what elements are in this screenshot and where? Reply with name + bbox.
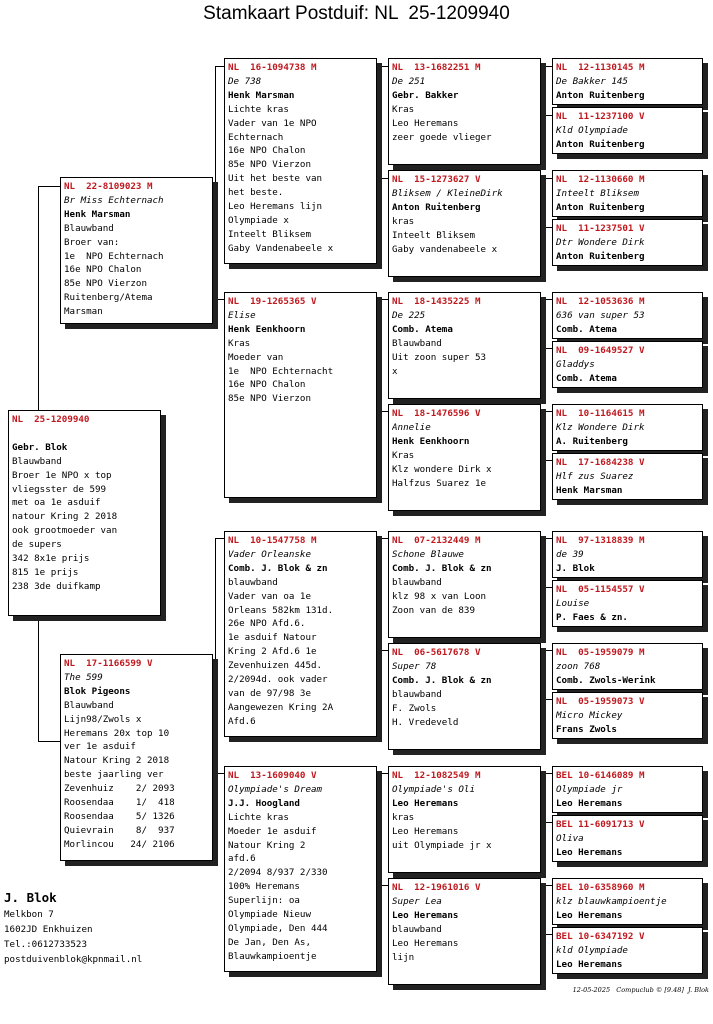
pigeon-note: blauwband <box>228 576 278 588</box>
breeder-name: Leo Heremans <box>556 958 623 970</box>
breeder-name: Henk Marsman <box>556 484 623 496</box>
breeder-name: Comb. Atema <box>556 372 617 384</box>
ring-number: NL 97-1318839 M <box>556 535 645 546</box>
ring-number: NL 12-1082549 M <box>392 770 481 781</box>
connector-line <box>38 186 61 187</box>
pigeon-note: 16e NPO Chalon <box>64 264 142 276</box>
pigeon-note: Vader van oa 1e <box>228 590 311 602</box>
breeder-name: Leo Heremans <box>392 909 459 921</box>
pigeon-note: Blauwkampioentje <box>228 950 317 962</box>
connector-line <box>215 66 216 300</box>
ring-number: NL 22-8109023 M <box>64 181 153 192</box>
ring-number: NL 13-1682251 M <box>392 62 481 73</box>
pedigree-box-g10 <box>552 580 703 627</box>
pigeon-note: Uit het beste van <box>228 173 323 185</box>
connector-line <box>380 178 388 179</box>
breeder-name: Anton Ruitenberg <box>556 89 645 101</box>
pigeon-note: Gaby Vandenabeele x <box>228 242 334 254</box>
pigeon-name: Super 78 <box>392 660 437 672</box>
connector-line <box>544 348 552 349</box>
owner-phone: Tel.:0612733523 <box>4 939 87 950</box>
connector-line <box>544 66 552 67</box>
connector-line <box>380 299 388 300</box>
pigeon-note: Echternach <box>228 131 284 143</box>
pigeon-name: The 599 <box>64 671 103 683</box>
breeder-name: Henk Marsman <box>64 208 131 220</box>
pigeon-note: blauwband <box>392 688 442 700</box>
pigeon-note: 1e NPO Echternach <box>64 250 164 262</box>
pigeon-note: Halfzus Suarez 1e <box>392 477 487 489</box>
pigeon-name: Super Lea <box>392 895 442 907</box>
pigeon-note: ook grootmoeder van <box>12 525 118 537</box>
pedigree-box-dam <box>60 654 213 861</box>
pigeon-note: F. Zwols <box>392 702 437 714</box>
connector-line <box>544 115 552 116</box>
pigeon-name: Hlf zus Suarez <box>556 470 634 482</box>
pigeon-note: Olympiade, Den 444 <box>228 922 328 934</box>
pigeon-note: Olympiade x <box>228 214 289 226</box>
pigeon-note: Leo Heremans lijn <box>228 201 323 213</box>
ring-number: NL 19-1265365 V <box>228 296 317 307</box>
pigeon-name: kld Olympiade <box>556 944 628 956</box>
pedigree-box-g2 <box>552 107 703 154</box>
pigeon-note: Blauwband <box>392 337 442 349</box>
pigeon-note: Inteelt Bliksem <box>228 228 311 240</box>
connector-line <box>544 178 552 179</box>
pigeon-note: vliegsster de 599 <box>12 483 107 495</box>
pigeon-note: Leo Heremans <box>392 117 459 129</box>
pigeon-name: Olympiade's Oli <box>392 783 475 795</box>
pigeon-name: Annelie <box>392 421 431 433</box>
pigeon-name: Bliksem / KleineDirk <box>392 187 503 199</box>
pedigree-box-g14 <box>552 815 703 862</box>
ring-number: NL 06-5617678 V <box>392 647 481 658</box>
pedigree-box-g4 <box>552 219 703 266</box>
pigeon-name: De Bakker 145 <box>556 75 628 87</box>
pigeon-note: 238 3de duifkamp <box>12 580 101 592</box>
breeder-name: Comb. Atema <box>392 323 453 335</box>
ring-number: NL 17-1684238 V <box>556 457 645 468</box>
pigeon-note: 815 1e prijs <box>12 566 79 578</box>
pedigree-box-g3 <box>552 170 703 217</box>
pigeon-note: Afd.6 <box>228 715 256 727</box>
pigeon-note: Quievrain 8/ 937 <box>64 824 175 836</box>
pigeon-note: met oa 1e asduif <box>12 497 101 509</box>
connector-line <box>544 460 552 461</box>
pigeon-note: 2/2094d. ook vader <box>228 674 328 686</box>
pigeon-note: Blauwband <box>64 699 114 711</box>
ring-number: BEL 10-6146089 M <box>556 770 645 781</box>
breeder-name: Henk Marsman <box>228 89 295 101</box>
pedigree-box-sire <box>60 177 213 324</box>
pigeon-note: 100% Heremans <box>228 881 300 893</box>
pedigree-box-g11 <box>552 643 703 690</box>
pigeon-name: 636 van super 53 <box>556 309 645 321</box>
pigeon-note: Zevenhuiz 2/ 2093 <box>64 783 175 795</box>
pedigree-box-subject <box>8 410 161 616</box>
pedigree-box-sire-dam <box>224 292 377 498</box>
pigeon-name: klz blauwkampioentje <box>556 895 667 907</box>
pigeon-note: Blauwband <box>64 222 114 234</box>
pigeon-note: Olympiade Nieuw <box>228 909 311 921</box>
pigeon-name: Micro Mickey <box>556 709 623 721</box>
pedigree-box-sire-sire <box>224 58 377 264</box>
pigeon-note: Leo Heremans <box>392 825 459 837</box>
pigeon-note: 342 8x1e prijs <box>12 553 90 565</box>
pigeon-name: Klz Wondere Dirk <box>556 421 645 433</box>
breeder-name: Frans Zwols <box>556 723 617 735</box>
connector-line <box>380 411 388 412</box>
breeder-name: Gebr. Bakker <box>392 89 459 101</box>
pigeon-name: De 251 <box>392 75 426 87</box>
pigeon-note: 85e NPO Vierzon <box>64 278 147 290</box>
breeder-name: Comb. Atema <box>556 323 617 335</box>
connector-line <box>544 699 552 700</box>
pedigree-box-ddd <box>388 878 541 985</box>
pigeon-name: Louise <box>556 597 590 609</box>
ring-number: NL 05-1959079 M <box>556 647 645 658</box>
ring-number: BEL 11-6091713 V <box>556 819 645 830</box>
breeder-name: Leo Heremans <box>556 797 623 809</box>
pigeon-note: van de 97/98 3e <box>228 687 311 699</box>
ring-number: NL 10-1547758 M <box>228 535 317 546</box>
pigeon-note: 16e NPO Chalon <box>228 379 306 391</box>
pedigree-box-sdd <box>388 404 541 511</box>
pedigree-box-ssd <box>388 170 541 277</box>
breeder-name: Anton Ruitenberg <box>556 201 645 213</box>
connector-line <box>215 538 216 774</box>
owner-name: J. Blok <box>4 890 57 905</box>
breeder-name: Henk Eenkhoorn <box>228 323 306 335</box>
pigeon-note: 85e NPO Vierzon <box>228 159 311 171</box>
pigeon-note: afd.6 <box>228 853 256 865</box>
pedigree-box-sss <box>388 58 541 165</box>
pigeon-note: 2/2094 8/937 2/330 <box>228 867 328 879</box>
pigeon-note: beste jaarling ver <box>64 769 164 781</box>
connector-line <box>544 885 552 886</box>
ring-number: BEL 10-6347192 V <box>556 931 645 942</box>
breeder-name: Blok Pigeons <box>64 685 131 697</box>
pigeon-note: Kras <box>228 337 251 349</box>
connector-line <box>544 299 552 300</box>
print-credit: 12-05-2025 Compuclub © [9.48] J. Blok <box>572 986 709 994</box>
breeder-name: A. Ruitenberg <box>556 435 628 447</box>
pigeon-note: Klz wondere Dirk x <box>392 463 492 475</box>
pigeon-note: Superlijn: oa <box>228 895 300 907</box>
connector-line <box>544 587 552 588</box>
breeder-name: Anton Ruitenberg <box>556 138 645 150</box>
pigeon-note: blauwband <box>392 576 442 588</box>
ring-number: NL 10-1164615 M <box>556 408 645 419</box>
breeder-name: Leo Heremans <box>556 846 623 858</box>
pigeon-note: klz 98 x van Loon <box>392 590 487 602</box>
ring-number: NL 12-1130145 M <box>556 62 645 73</box>
pigeon-name: de 39 <box>556 548 584 560</box>
ring-number: NL 09-1649527 V <box>556 345 645 356</box>
ring-number: NL 18-1435225 M <box>392 296 481 307</box>
pedigree-box-g12 <box>552 692 703 739</box>
ring-number: BEL 10-6358960 M <box>556 882 645 893</box>
pigeon-note: blauwband <box>392 923 442 935</box>
pigeon-note: uit Olympiade jr x <box>392 839 492 851</box>
ring-number: NL 07-2132449 M <box>392 535 481 546</box>
pigeon-note: de supers <box>12 539 62 551</box>
pigeon-note: 1e asduif Natour <box>228 632 317 644</box>
breeder-name: Henk Eenkhoorn <box>392 435 470 447</box>
breeder-name: J.J. Hoogland <box>228 797 300 809</box>
pedigree-box-g9 <box>552 531 703 578</box>
breeder-name: Leo Heremans <box>556 909 623 921</box>
pigeon-name: Schone Blauwe <box>392 548 464 560</box>
pedigree-box-g7 <box>552 404 703 451</box>
pigeon-name: De 738 <box>228 75 262 87</box>
pigeon-note: Aangewezen Kring 2A <box>228 701 334 713</box>
pigeon-note: Moeder 1e asduif <box>228 825 317 837</box>
pigeon-note: kras <box>392 215 415 227</box>
pigeon-note: Orleans 582km 131d. <box>228 604 334 616</box>
breeder-name: Gebr. Blok <box>12 441 68 453</box>
pedigree-box-g15 <box>552 878 703 925</box>
pedigree-box-dam-dam <box>224 766 377 972</box>
pigeon-note: Natour Kring 2 2018 <box>64 755 170 767</box>
pedigree-box-g1 <box>552 58 703 105</box>
pedigree-box-g6 <box>552 341 703 388</box>
pigeon-note: Lichte kras <box>228 811 289 823</box>
ring-number: NL 12-1053636 M <box>556 296 645 307</box>
pigeon-note: natour Kring 2 2018 <box>12 511 118 523</box>
pedigree-box-g5 <box>552 292 703 339</box>
owner-address: Melkbon 7 <box>4 909 54 920</box>
pigeon-name: zoon 768 <box>556 660 601 672</box>
pigeon-note: H. Vredeveld <box>392 716 459 728</box>
ring-number: NL 18-1476596 V <box>392 408 481 419</box>
breeder-name: Comb. J. Blok & zn <box>392 562 492 574</box>
pigeon-note: Lichte kras <box>228 103 289 115</box>
pigeon-note: Ruitenberg/Atema <box>64 292 153 304</box>
owner-city: 1602JD Enkhuizen <box>4 924 93 935</box>
pigeon-note: Kring 2 Afd.6 1e <box>228 646 317 658</box>
page-title: Stamkaart Postduif: NL 25-1209940 <box>203 3 510 24</box>
breeder-name: J. Blok <box>556 562 595 574</box>
ring-number: NL 11-1237100 V <box>556 111 645 122</box>
ring-number: NL 25-1209940 <box>12 414 90 425</box>
pigeon-note: Vader van 1e NPO <box>228 117 317 129</box>
pedigree-box-dam-sire <box>224 531 377 737</box>
ring-number: NL 16-1094738 M <box>228 62 317 73</box>
ring-number: NL 12-1130660 M <box>556 174 645 185</box>
breeder-name: Anton Ruitenberg <box>556 250 645 262</box>
pigeon-note: zeer goede vlieger <box>392 131 492 143</box>
pigeon-note: 16e NPO Chalon <box>228 145 306 157</box>
connector-line <box>380 773 388 774</box>
connector-line <box>380 885 388 886</box>
pigeon-note: het beste. <box>228 187 284 199</box>
pigeon-name: Elise <box>228 309 256 321</box>
pedigree-box-dds <box>388 766 541 873</box>
connector-line <box>544 538 552 539</box>
connector-line <box>544 411 552 412</box>
pigeon-note: Heremans 20x top 10 <box>64 727 170 739</box>
ring-number: NL 17-1166599 V <box>64 658 153 669</box>
pedigree-box-g8 <box>552 453 703 500</box>
pigeon-note: Broer 1e NPO x top <box>12 469 112 481</box>
pigeon-note: Roosendaa 5/ 1326 <box>64 810 175 822</box>
ring-number: NL 11-1237501 V <box>556 223 645 234</box>
breeder-name: Comb. J. Blok & zn <box>228 562 328 574</box>
pedigree-box-dss <box>388 531 541 638</box>
pedigree-box-g13 <box>552 766 703 813</box>
pigeon-note: Blauwband <box>12 455 62 467</box>
connector-line <box>38 741 61 742</box>
pigeon-note: lijn <box>392 951 415 963</box>
pigeon-note: Morlincou 24/ 2106 <box>64 838 175 850</box>
pigeon-name: Olympiade's Dream <box>228 783 323 795</box>
pigeon-name: Olympiade jr <box>556 783 623 795</box>
pigeon-note: Marsman <box>64 306 103 318</box>
breeder-name: P. Faes & zn. <box>556 611 628 623</box>
pigeon-name: Gladdys <box>556 358 595 370</box>
pigeon-note: Kras <box>392 103 415 115</box>
pigeon-note: Lijn98/Zwols x <box>64 713 142 725</box>
ring-number: NL 13-1609040 V <box>228 770 317 781</box>
breeder-name: Anton Ruitenberg <box>392 201 481 213</box>
pigeon-name: De 225 <box>392 309 426 321</box>
connector-line <box>380 66 388 67</box>
pigeon-note: 85e NPO Vierzon <box>228 393 311 405</box>
pedigree-box-dsd <box>388 643 541 750</box>
pigeon-name: Kld Olympiade <box>556 124 628 136</box>
pigeon-name: Dtr Wondere Dirk <box>556 236 645 248</box>
connector-line <box>380 538 388 539</box>
pigeon-name: Br Miss Echternach <box>64 194 164 206</box>
connector-line <box>380 66 381 179</box>
pigeon-note: 1e NPO Echternacht <box>228 365 334 377</box>
pigeon-note: x <box>392 365 398 377</box>
pedigree-box-sds <box>388 292 541 399</box>
pigeon-note: Zoon van de 839 <box>392 604 475 616</box>
pigeon-name: Vader Orleanske <box>228 548 311 560</box>
breeder-name: Comb. Zwols-Werink <box>556 674 656 686</box>
connector-line <box>380 299 381 412</box>
pigeon-note: Leo Heremans <box>392 937 459 949</box>
connector-line <box>544 773 552 774</box>
ring-number: NL 05-1154557 V <box>556 584 645 595</box>
connector-line <box>544 650 552 651</box>
ring-number: NL 15-1273627 V <box>392 174 481 185</box>
pigeon-note: Zevenhuizen 445d. <box>228 660 323 672</box>
pigeon-note: Kras <box>392 449 415 461</box>
pigeon-note: Gaby vandenabeele x <box>392 243 498 255</box>
pigeon-note: kras <box>392 811 415 823</box>
connector-line <box>544 822 552 823</box>
pigeon-note: Broer van: <box>64 236 120 248</box>
pigeon-note: De Jan, Den As, <box>228 936 311 948</box>
connector-line <box>380 773 381 886</box>
pigeon-note: Moeder van <box>228 351 284 363</box>
connector-line <box>380 538 381 651</box>
pigeon-name: Oliva <box>556 832 584 844</box>
breeder-name: Comb. J. Blok & zn <box>392 674 492 686</box>
pigeon-name: Inteelt Bliksem <box>556 187 639 199</box>
connector-line <box>544 934 552 935</box>
connector-line <box>380 650 388 651</box>
pigeon-note: Inteelt Bliksem <box>392 229 475 241</box>
pedigree-box-g16 <box>552 927 703 974</box>
ring-number: NL 05-1959073 V <box>556 696 645 707</box>
pigeon-note: Roosendaa 1/ 418 <box>64 797 175 809</box>
owner-email: postduivenblok@kpnmail.nl <box>4 954 143 965</box>
connector-line <box>544 227 552 228</box>
pigeon-note: 26e NPO Afd.6. <box>228 618 306 630</box>
pigeon-note: Uit zoon super 53 <box>392 351 487 363</box>
owner-info <box>4 889 142 967</box>
pigeon-note: ver 1e asduif <box>64 741 136 753</box>
spacer <box>12 427 158 441</box>
ring-number: NL 12-1961016 V <box>392 882 481 893</box>
breeder-name: Leo Heremans <box>392 797 459 809</box>
pigeon-note: Natour Kring 2 <box>228 839 306 851</box>
